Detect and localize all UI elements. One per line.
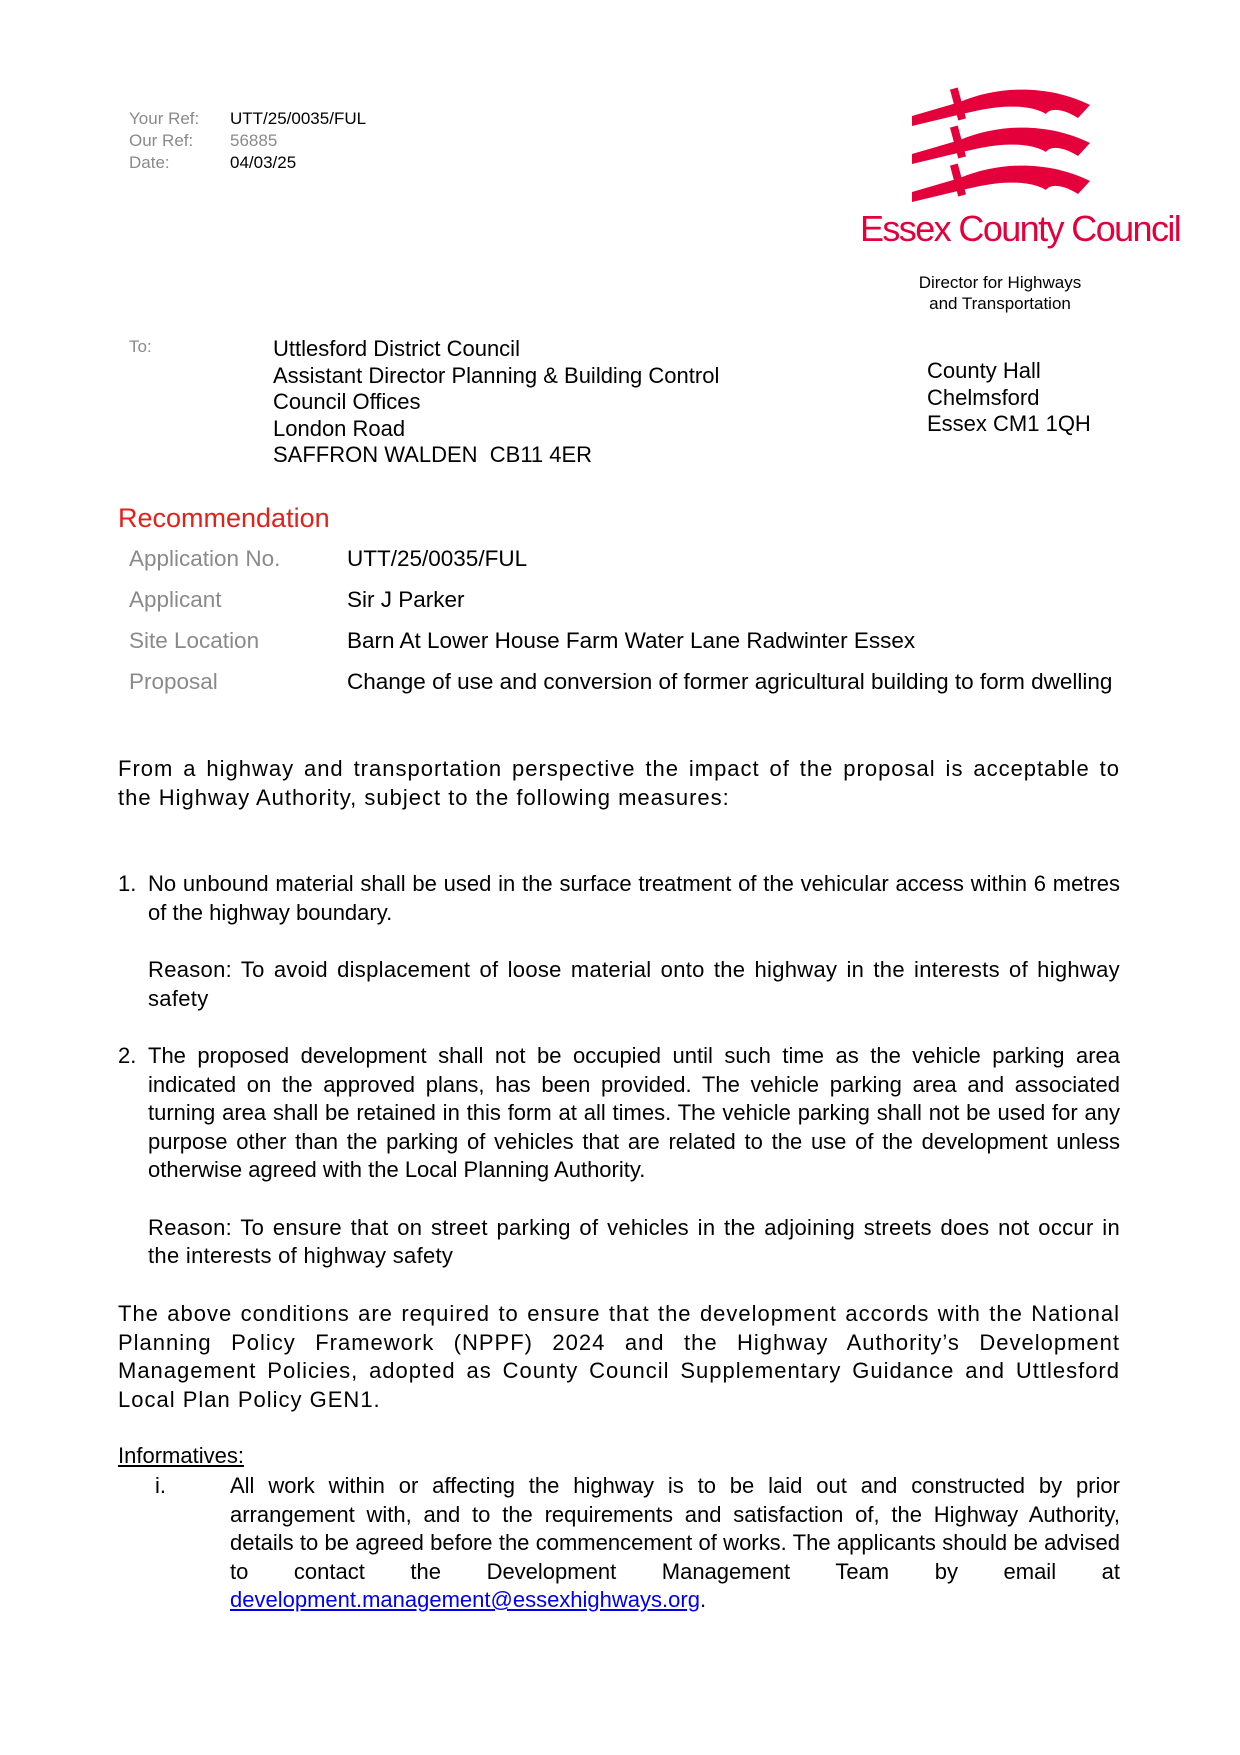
sender-address: County Hall Chelmsford Essex CM1 1QH <box>927 358 1091 436</box>
condition-1: 1. No unbound material shall be used in the surface treatment of the vehicular access within 6 metres of the highway boundary. Reason: To avoid displacement of loose material onto the highway in the interests of highway safety <box>118 870 1120 1013</box>
recommendation-heading: Recommendation <box>118 503 330 533</box>
closing-paragraph: The above conditions are required to ensure that the development accords with the National Planning Policy Framework (NPPF) 2024 and the Highway Authority’s Development Management Policies, adopted as County Council Supplementary Guidance and Uttlesford Local Plan Policy GEN1. <box>118 1301 1120 1412</box>
intro-paragraph: From a highway and transportation perspective the impact of the proposal is acceptable to the Highway Authority, subject to the following measures: <box>118 756 1120 810</box>
informative-item: i. All work within or affecting the highway is to be laid out and constructed by prior arrangement with, and to the requirements and satisfaction of, the Highway Authority, details to be agreed before the commencement of works. The applicants should be advised to contact the Development Management Team by email at development.management@essexhighways.org. <box>155 1473 1120 1612</box>
condition-text: The proposed development shall not be occupied until such time as the vehicle parking area indicated on the approved plans, has been provided. The vehicle parking area and associated turning area shall be retained in this form at all times. The vehicle parking shall not be used for any purpose other than the parking of vehicles that are related to the use of the development unless otherwise agreed with the Local Planning Authority. <box>148 1043 1120 1182</box>
detail-row: Applicant Sir J Parker <box>129 587 465 612</box>
email-link[interactable]: development.management@essexhighways.org <box>230 1587 700 1612</box>
recipient-address: Uttlesford District Council Assistant Director Planning & Building Control Council Offices London Road SAFFRON WALDEN CB11 4ER <box>273 336 720 467</box>
condition-2: 2. The proposed development shall not be occupied until such time as the vehicle parking area indicated on the approved plans, has been provided. The vehicle parking area and associated turning area shall be retained in this form at all times. The vehicle parking shall not be used for any purpose other than the parking of vehicles that are related to the use of the development unless otherwise agreed with the Local Planning Authority. Reason: To ensure that on street parking of vehicles in the adjoining streets does not occur in the interests of highway safety <box>118 1042 1120 1271</box>
condition-reason: Reason: To avoid displacement of loose material onto the highway in the interests of highway safety <box>148 957 1120 1011</box>
informatives-heading: Informatives: <box>118 1443 244 1468</box>
essex-county-council-logo: Essex County Council <box>850 80 1200 210</box>
to-label: To: <box>129 337 152 356</box>
detail-row: Site Location Barn At Lower House Farm Water Lane Radwinter Essex <box>129 628 916 653</box>
three-seaxes-icon <box>850 80 1200 205</box>
condition-text: No unbound material shall be used in the surface treatment of the vehicular access within 6 metres of the highway boundary. <box>148 871 1120 925</box>
condition-reason: Reason: To ensure that on street parking of vehicles in the adjoining streets does not occur in the interests of highway safety <box>148 1214 1120 1268</box>
your-ref: Your Ref: UTT/25/0035/FUL <box>129 109 367 128</box>
reference-block <box>129 108 366 174</box>
application-details <box>129 545 1127 709</box>
detail-row: Proposal Change of use and conversion of former agricultural building to form dwelling <box>129 669 1113 694</box>
our-ref: Our Ref: 56885 <box>129 131 278 150</box>
director-title: Director for Highways and Transportation <box>918 273 1082 313</box>
date: Date: 04/03/25 <box>129 153 297 172</box>
detail-row: Application No. UTT/25/0035/FUL <box>129 546 528 571</box>
